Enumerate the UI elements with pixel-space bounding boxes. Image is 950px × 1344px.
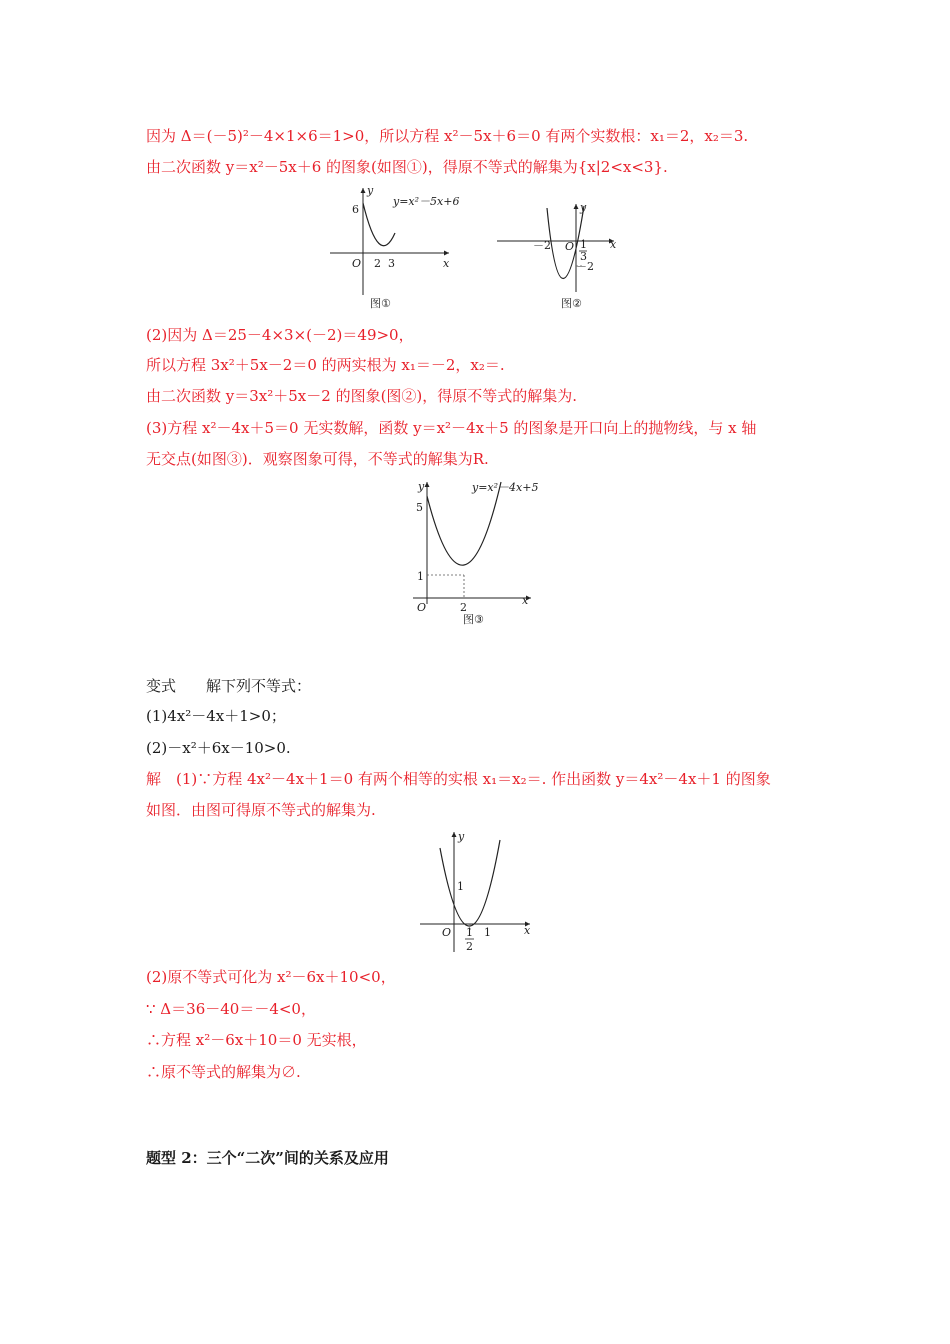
text-line-4: 所以方程 3x²＋5x－2＝0 的两实根为 x₁＝－2，x₂＝.: [146, 356, 505, 374]
fig3-caption: 图③: [463, 613, 484, 626]
figure-3-svg: [413, 478, 543, 628]
fig2-y-axis-label: y: [580, 201, 587, 214]
fig1-tick-2: 2: [374, 257, 381, 270]
text-line-12: 如图．由图可得原不等式的解集为.: [146, 801, 376, 819]
fig2-tick-neg2: －2: [533, 239, 551, 252]
fig3-func-label: y=x²－4x+5: [472, 481, 539, 494]
figure-2: [494, 200, 634, 313]
fig4-tick-half-den: 2: [466, 940, 473, 953]
fig4-y-axis-label: y: [458, 830, 465, 843]
figure-4-svg: [420, 828, 540, 958]
fig3-tick-2: 2: [460, 601, 467, 614]
text-line-3: (2)因为 Δ＝25－4×3×(－2)＝49>0，: [146, 326, 414, 344]
fig4-x-axis-label: x: [524, 924, 531, 937]
text-line-9: (1)4x²－4x＋1>0；: [146, 707, 286, 725]
text-line-15: ∴方程 x²－6x＋10＝0 无实根，: [146, 1031, 367, 1049]
fig2-tick-1-3-num: 1: [580, 238, 587, 251]
fig4-tick-1-x: 1: [484, 926, 491, 939]
fig3-tick-5: 5: [416, 501, 423, 514]
fig3-tick-1: 1: [417, 570, 424, 583]
fig3-origin: O: [417, 601, 427, 614]
fig2-caption: 图②: [561, 297, 582, 310]
text-line-8: 变式 解下列不等式：: [146, 677, 312, 695]
fig3-y-axis-label: y: [418, 480, 425, 493]
figure-4: [420, 828, 540, 958]
text-line-13: (2)原不等式可化为 x²－6x＋10<0，: [146, 968, 396, 986]
text-line-2: 由二次函数 y＝x²－5x＋6 的图象(如图①)，得原不等式的解集为{x|2<x<3}.: [146, 158, 668, 176]
fig1-func-label: y=x²－5x+6: [393, 195, 460, 208]
fig1-y-axis-label: y: [367, 184, 374, 197]
text-line-14: ∵ Δ＝36－40＝－4<0，: [146, 1000, 316, 1018]
fig1-tick-6: 6: [352, 203, 359, 216]
text-line-5: 由二次函数 y＝3x²＋5x－2 的图象(图②)，得原不等式的解集为.: [146, 387, 578, 405]
figure-1: [325, 183, 465, 313]
text-line-16: ∴原不等式的解集为∅.: [146, 1063, 301, 1081]
fig1-caption: 图①: [370, 297, 391, 310]
text-line-10: (2)－x²＋6x－10>0.: [146, 739, 291, 757]
fig1-origin: O: [352, 257, 362, 270]
text-line-11: 解 (1)∵方程 4x²－4x＋1＝0 有两个相等的实根 x₁＝x₂＝. 作出函数 y＝4x²－4x＋1 的图象: [146, 770, 771, 788]
fig2-x-axis-label: x: [610, 238, 617, 251]
figure-3: [413, 478, 543, 628]
section-heading: 题型 2：三个“二次”间的关系及应用: [146, 1149, 389, 1167]
text-line-1: 因为 Δ＝(－5)²－4×1×6＝1>0，所以方程 x²－5x＋6＝0 有两个实数根：x₁＝2，x₂＝3.: [146, 127, 749, 145]
fig2-origin: O: [565, 240, 575, 253]
fig2-tick-1-3-den: 3: [580, 250, 587, 263]
fig2-tick-neg2-y: －2: [576, 260, 594, 273]
figure-1-svg: [325, 183, 465, 313]
text-line-7: 无交点(如图③)．观察图象可得，不等式的解集为R.: [146, 450, 489, 468]
fig4-tick-half-num: 1: [466, 926, 473, 939]
figure-2-svg: [494, 200, 634, 313]
text-line-6: (3)方程 x²－4x＋5＝0 无实数解，函数 y＝x²－4x＋5 的图象是开口向上的抛物线，与 x 轴: [146, 419, 757, 437]
fig1-tick-3: 3: [388, 257, 395, 270]
fig3-x-axis-label: x: [522, 594, 529, 607]
fig4-tick-1-y: 1: [457, 880, 464, 893]
fig1-x-axis-label: x: [443, 257, 450, 270]
fig4-origin: O: [442, 926, 452, 939]
